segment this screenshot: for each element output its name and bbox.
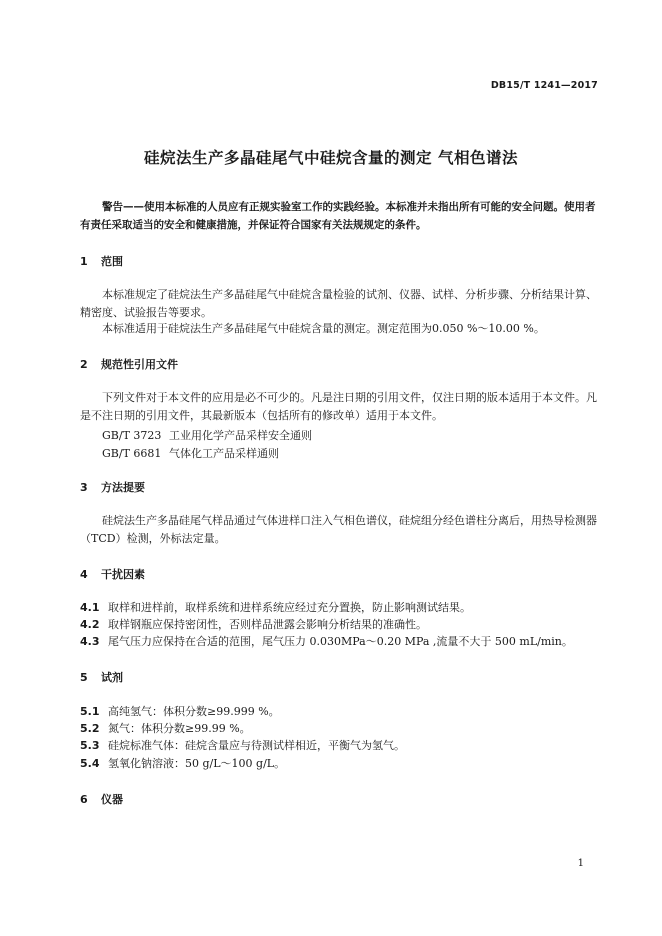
- reference-item: [102, 427, 312, 443]
- clause-item: [80, 755, 285, 771]
- section-3-heading: [80, 479, 145, 495]
- method-summary-paragraph: 硅烷法生产多晶硅尾气样品通过气体进样口注入气相色谱仪，硅烷组分经色谱柱分离后，用热导检测器（TCD）检测，外标法定量。: [80, 514, 597, 545]
- normative-refs-paragraph: 下列文件对于本文件的应用是必不可少的。凡是注日期的引用文件，仅注日期的版本适用于本文件。凡是不注日期的引用文件，其最新版本（包括所有的修改单）适用于本文件。: [80, 391, 597, 422]
- clause-number: 4.3: [80, 635, 100, 648]
- reference-title: 工业用化学产品采样安全通则: [169, 429, 312, 442]
- section-1-heading: [80, 253, 123, 269]
- section-number: 3: [80, 481, 88, 494]
- clause-text: 高纯氢气：体积分数≥99.999 %。: [108, 705, 280, 718]
- clause-number: 4.2: [80, 618, 100, 631]
- reference-title: 气体化工产品采样通则: [169, 447, 279, 460]
- clause-number: 5.1: [80, 705, 100, 718]
- scope-paragraph-2: 本标准适用于硅烷法生产多晶硅尾气中硅烷含量的测定。测定范围为0.050 %～10.00 %。: [102, 322, 545, 335]
- clause-item: [80, 599, 471, 615]
- section-number: 4: [80, 568, 88, 581]
- clause-text: 氢氧化钠溶液：50 g/L～100 g/L。: [108, 757, 286, 770]
- clause-text: 取样钢瓶应保持密闭性，否则样品泄露会影响分析结果的准确性。: [108, 618, 427, 631]
- section-title: 方法提要: [101, 481, 145, 494]
- section-6-heading: [80, 791, 123, 807]
- section-number: 5: [80, 671, 88, 684]
- reference-code: GB/T 6681: [102, 447, 162, 460]
- section-number: 2: [80, 358, 88, 371]
- clause-text: 取样和进样前，取样系统和进样系统应经过充分置换，防止影响测试结果。: [108, 601, 471, 614]
- section-title: 范围: [101, 255, 123, 268]
- reference-item: [102, 445, 279, 461]
- section-number: 1: [80, 255, 88, 268]
- section-title: 仪器: [101, 793, 123, 806]
- clause-number: 4.1: [80, 601, 100, 614]
- page-number: 1: [577, 858, 584, 869]
- clause-item: [80, 703, 280, 719]
- section-title: 规范性引用文件: [101, 358, 178, 371]
- clause-number: 5.2: [80, 722, 100, 735]
- section-2-heading: [80, 356, 178, 372]
- section-title: 试剂: [101, 671, 123, 684]
- clause-text: 氮气：体积分数≥99.99 %。: [108, 722, 251, 735]
- section-title: 干扰因素: [101, 568, 145, 581]
- warning-paragraph: 警告——使用本标准的人员应有正规实验室工作的实践经验。本标准并未指出所有可能的安全问题。使用者有责任采取适当的安全和健康措施，并保证符合国家有关法规规定的条件。: [80, 201, 596, 231]
- clause-item: [80, 616, 427, 632]
- clause-text: 尾气压力应保持在合适的范围，尾气压力 0.030MPa～0.20 MPa ,流量不大于 500 mL/min。: [108, 635, 573, 648]
- section-5-heading: [80, 669, 123, 685]
- document-title: 硅烷法生产多晶硅尾气中硅烷含量的测定 气相色谱法: [144, 149, 518, 167]
- section-number: 6: [80, 793, 88, 806]
- clause-item: [80, 737, 405, 753]
- reference-code: GB/T 3723: [102, 429, 162, 442]
- scope-paragraph-1: 本标准规定了硅烷法生产多晶硅尾气中硅烷含量检验的试剂、仪器、试样、分析步骤、分析结果计算、精密度、试验报告等要求。: [80, 288, 597, 319]
- standard-code: DB15/T 1241—2017: [490, 80, 598, 91]
- section-4-heading: [80, 566, 145, 582]
- clause-item: [80, 633, 573, 649]
- clause-number: 5.4: [80, 757, 100, 770]
- clause-text: 硅烷标准气体：硅烷含量应与待测试样相近，平衡气为氢气。: [108, 739, 405, 752]
- clause-number: 5.3: [80, 739, 100, 752]
- clause-item: [80, 720, 251, 736]
